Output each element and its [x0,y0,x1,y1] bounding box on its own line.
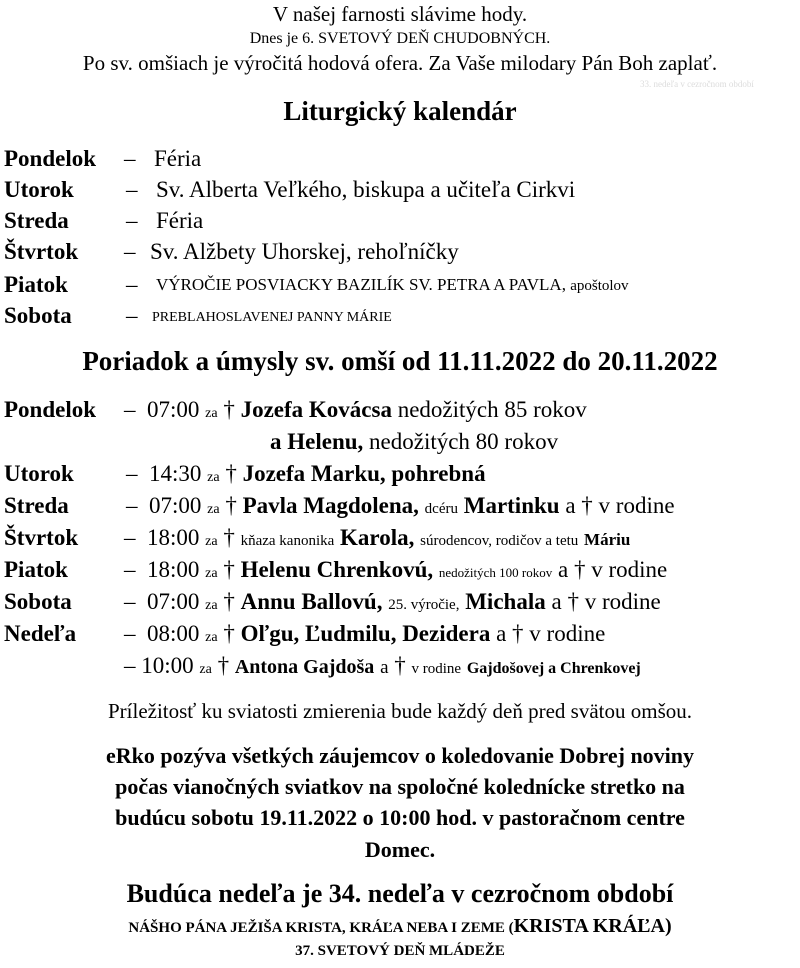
calendar-dash: – [126,272,138,297]
erko-line-4: Domec. [364,837,436,862]
calendar-dash: – [124,146,136,171]
mass-note: v rodine [529,621,606,646]
mass-intention: Oľgu, Ľudmilu, Dezidera [240,621,491,646]
mass-intention: Gajdošovej a Chrenkovej [466,660,641,677]
mass-note: nedožitých 85 rokov [397,397,587,422]
mass-dash: – [126,461,138,486]
calendar-dash: – [126,303,138,328]
mass-day: Nedeľa [4,621,77,646]
mass-intention: Pavla Magdolena, [242,493,419,518]
calendar-text: PREBLAHOSLAVENEJ PANNY MÁRIE [152,310,392,325]
mass-day: Štvrtok [4,525,79,550]
mass-za: za [205,598,218,613]
mass-time: 07:00 [147,397,200,422]
mass-intention: Karola, [340,525,415,550]
cross-icon: † [225,461,237,486]
mass-time: 18:00 [147,525,200,550]
intro-line-3: Po sv. omšiach je výročitá hodová ofera. Za Vaše milodary Pán Boh zaplať. [82,51,718,75]
mass-intention: Helenu Chrenkovú, [240,557,434,582]
mass-time: 07:00 [147,589,200,614]
erko-line-2: počas vianočných sviatkov na spoločné kolednícke stretko na [115,774,685,799]
cross-icon: † [573,557,586,582]
mass-intention: a Helenu, [270,429,364,454]
mass-dash: – [124,621,136,646]
cross-icon: † [223,397,235,422]
calendar-text: Sv. Alberta Veľkého, biskupa a učiteľa Cirkvi [156,177,576,202]
calendar-day: Sobota [4,303,72,328]
mass-time: 08:00 [147,621,200,646]
ghost-text: 33. nedeľa v cezročnom období [640,79,754,89]
mass-intention: Antona Gajdoša [234,656,375,678]
mass-and: a [496,621,507,646]
calendar-text: Féria [156,208,204,233]
intro-line-1: V našej farnosti slávime hody. [272,2,528,26]
mass-intention: Máriu [584,530,631,549]
mass-note: 25. výročie, [388,597,460,613]
calendar-day: Streda [4,208,69,233]
mass-and: a [565,493,576,518]
next-sunday-feast [0,915,800,938]
mass-intention: Jozefa Kovácsa [240,397,392,422]
erko-line-1: eRko pozýva všetkých záujemcov o koledovanie Dobrej noviny [105,743,695,768]
mass-note: v rodine [584,589,661,614]
mass-day: Streda [4,493,69,518]
mass-time: 10:00 [141,653,194,678]
mass-and: a [380,657,389,678]
mass-za: za [199,662,212,677]
mass-dash: – [124,589,136,614]
mass-note: v rodine [411,661,462,677]
calendar-text: Féria [154,146,202,171]
calendar-day: Pondelok [4,146,97,171]
mass-note: v rodine [591,557,668,582]
mass-note: v rodine [598,493,675,518]
cross-icon: † [225,493,237,518]
feast-paren: ) [664,915,672,937]
calendar-day: Piatok [4,272,68,297]
mass-and: a [551,589,562,614]
mass-dash: – [124,557,136,582]
cross-icon: † [223,589,235,614]
mass-time: 14:30 [149,461,202,486]
mass-note: dcéru [424,501,458,517]
calendar-dash: – [126,208,138,233]
calendar-text: VÝROČIE POSVIACKY BAZILÍK SV. PETRA A PAVLA, [156,275,566,294]
mass-za: za [205,566,218,581]
feast-text: NÁŠHO PÁNA JEŽIŠA KRISTA, KRÁĽA NEBA I ZEME ( [128,920,514,936]
calendar-day: Štvrtok [4,239,79,264]
cross-icon: † [223,525,235,550]
calendar-suffix: apoštolov [570,278,629,294]
cross-icon: † [217,653,230,678]
mass-intention: Annu Ballovú, [240,589,383,614]
cross-icon: † [567,589,579,614]
mass-day: Sobota [4,589,72,614]
mass-time: 07:00 [149,493,202,518]
calendar-text: Sv. Alžbety Uhorskej, rehoľníčky [150,239,459,264]
mass-intention: Jozefa Marku, pohrebná [242,461,486,486]
mass-day: Piatok [4,557,68,582]
mass-day: Pondelok [4,397,97,422]
mass-and: a [558,557,569,582]
mass-intention: Michala [465,589,546,614]
mass-dash: – [126,493,138,518]
mass-day: Utorok [4,461,74,486]
mass-za: za [205,406,218,421]
cross-icon: † [512,621,524,646]
mass-note: nedožitých 80 rokov [369,429,559,454]
cross-icon: † [223,557,235,582]
mass-note: nedožitých 100 rokov [438,565,553,580]
cross-icon: † [581,493,593,518]
masses-title: Poriadok a úmysly sv. omší od 11.11.2022 do 20.11.2022 [82,346,718,376]
mass-dash: – [124,653,136,678]
mass-note: súrodencov, rodičov a tetu [420,533,579,549]
mass-za: za [207,502,220,517]
mass-dash: – [124,525,136,550]
mass-za: za [205,630,218,645]
calendar-day: Utorok [4,177,74,202]
feast-emphasis: KRISTA KRÁĽA [513,915,665,937]
calendar-title: Liturgický kalendár [283,96,517,126]
cross-icon: † [394,653,406,678]
calendar-dash: – [124,239,136,264]
cross-icon: † [223,621,235,646]
mass-za: za [205,534,218,549]
calendar-dash: – [126,177,138,202]
confession-note: Príležitosť ku sviatosti zmierenia bude každý deň pred svätou omšou. [107,699,692,723]
intro-line-2: Dnes je 6. SVETOVÝ DEŇ CHUDOBNÝCH. [249,30,551,47]
mass-note: kňaza kanonika [240,533,335,549]
next-sunday-title: Budúca nedeľa je 34. nedeľa v cezročnom období [126,879,674,908]
youth-day: 37. SVETOVÝ DEŇ MLÁDEŽE [295,943,505,959]
mass-za: za [207,470,220,485]
mass-intention: Martinku [463,493,560,518]
mass-time: 18:00 [147,557,200,582]
mass-dash: – [124,397,136,422]
erko-line-3: budúcu sobotu 19.11.2022 o 10:00 hod. v pastoračnom centre [115,805,685,830]
